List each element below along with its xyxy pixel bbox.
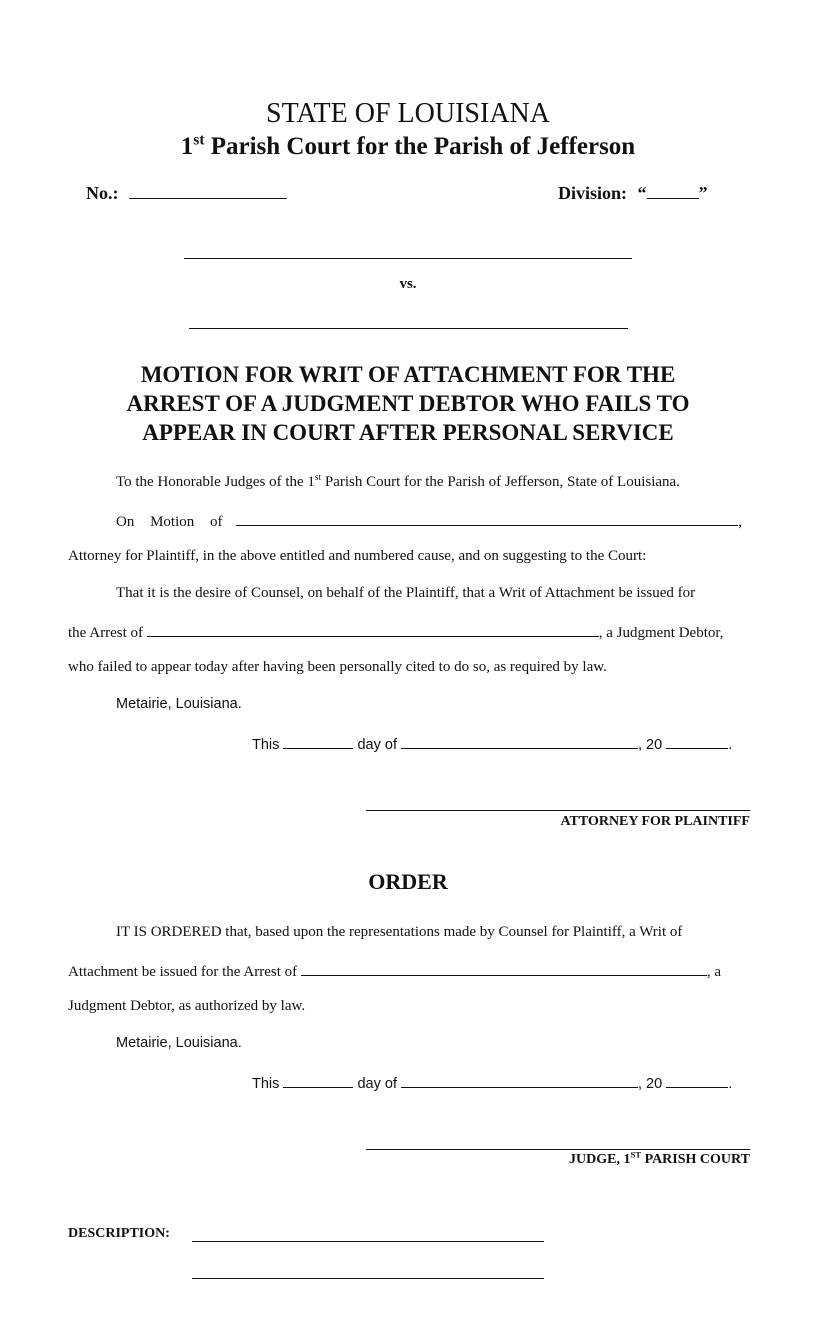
on-motion-word: of: [210, 514, 223, 530]
salutation-sup: st: [314, 473, 322, 483]
court-ordinal-suffix: st: [193, 131, 205, 149]
state-heading: STATE OF LOUISIANA: [266, 98, 550, 129]
motion-month-blank[interactable]: [401, 735, 638, 749]
attachment-text: Attachment be issued for the Arrest of: [68, 964, 298, 980]
description-line-1[interactable]: [192, 1241, 544, 1242]
attorney-signature-caption: ATTORNEY FOR PLAINTIFF: [560, 814, 750, 829]
motion-title-line: ARREST OF A JUDGMENT DEBTOR WHO FAILS TO: [126, 391, 690, 416]
defendant-name-line[interactable]: [189, 328, 628, 329]
arrest-text: , a Judgment Debtor,: [598, 625, 724, 641]
motion-title: [0, 360, 816, 447]
debtor-paragraph: Judgment Debtor, as authorized by law.: [68, 998, 306, 1014]
versus-text: vs.: [399, 276, 417, 292]
motion-year-blank[interactable]: [666, 735, 728, 749]
attachment-text: , a: [706, 964, 722, 980]
on-motion-row: [116, 511, 750, 531]
failed-paragraph: who failed to appear today after having been personally cited to do so, as required by law.: [68, 659, 607, 675]
division-label: Division:: [558, 183, 628, 203]
date-text: day of: [357, 1076, 397, 1092]
plaintiff-name-line[interactable]: [184, 258, 632, 259]
date-text: , 20: [638, 737, 663, 753]
case-number-label: No.:: [86, 183, 119, 203]
attorney-name-blank[interactable]: [236, 511, 738, 526]
date-text: This: [252, 1076, 280, 1092]
date-text: This: [252, 737, 280, 753]
salutation: [116, 474, 680, 491]
judge-signature-line[interactable]: [366, 1149, 750, 1150]
salutation-text: Parish Court for the Parish of Jefferson, State of Louisiana.: [324, 474, 680, 490]
date-text: .: [728, 1076, 733, 1092]
division-close-quote: ”: [698, 183, 708, 203]
judge-caption-sup: ST: [630, 1149, 642, 1160]
order-day-blank[interactable]: [283, 1074, 353, 1088]
case-number-field: [86, 183, 287, 204]
date-text: .: [728, 737, 733, 753]
order-month-blank[interactable]: [401, 1074, 638, 1088]
order-date-row: [252, 1074, 732, 1092]
description-line-2[interactable]: [192, 1278, 544, 1279]
motion-day-blank[interactable]: [283, 735, 353, 749]
court-heading: [0, 133, 816, 161]
motion-place: Metairie, Louisiana.: [116, 696, 242, 712]
salutation-text: To the Honorable Judges of the 1: [116, 474, 315, 490]
order-title: ORDER: [368, 869, 448, 894]
arrest-row: [68, 622, 724, 642]
motion-title-line: MOTION FOR WRIT OF ATTACHMENT FOR THE: [140, 362, 676, 387]
on-motion-word: Motion: [150, 514, 195, 530]
judge-caption-text: PARISH COURT: [644, 1152, 750, 1167]
date-text: , 20: [638, 1076, 663, 1092]
on-motion-word: On: [116, 514, 135, 530]
judge-caption-text: JUDGE, 1: [569, 1152, 631, 1167]
court-ordinal: 1: [180, 133, 194, 160]
motion-title-line: APPEAR IN COURT AFTER PERSONAL SERVICE: [142, 420, 674, 445]
ordered-paragraph: IT IS ORDERED that, based upon the representations made by Counsel for Plaintiff, a Writ of: [116, 924, 683, 940]
court-name: Parish Court for the Parish of Jefferson: [210, 133, 636, 160]
arrest-text: the Arrest of: [68, 625, 143, 641]
attorney-signature-line[interactable]: [366, 810, 750, 811]
on-motion-comma: ,: [738, 514, 743, 530]
motion-date-row: [252, 735, 732, 753]
debtor-name-blank[interactable]: [147, 622, 599, 637]
attachment-row: [68, 961, 721, 981]
attorney-paragraph: Attorney for Plaintiff, in the above entitled and numbered cause, and on suggesting to the Court:: [68, 548, 647, 564]
order-place: Metairie, Louisiana.: [116, 1035, 242, 1051]
division-blank[interactable]: [647, 184, 699, 199]
date-text: day of: [357, 737, 397, 753]
description-label: DESCRIPTION:: [68, 1226, 170, 1241]
order-year-blank[interactable]: [666, 1074, 728, 1088]
order-debtor-name-blank[interactable]: [301, 961, 707, 976]
division-field: [558, 183, 708, 204]
desire-paragraph: That it is the desire of Counsel, on behalf of the Plaintiff, that a Writ of Attachment be issued for: [116, 585, 696, 601]
division-open-quote: “: [637, 183, 647, 203]
case-number-blank[interactable]: [129, 184, 287, 199]
judge-signature-caption: [366, 1149, 750, 1168]
